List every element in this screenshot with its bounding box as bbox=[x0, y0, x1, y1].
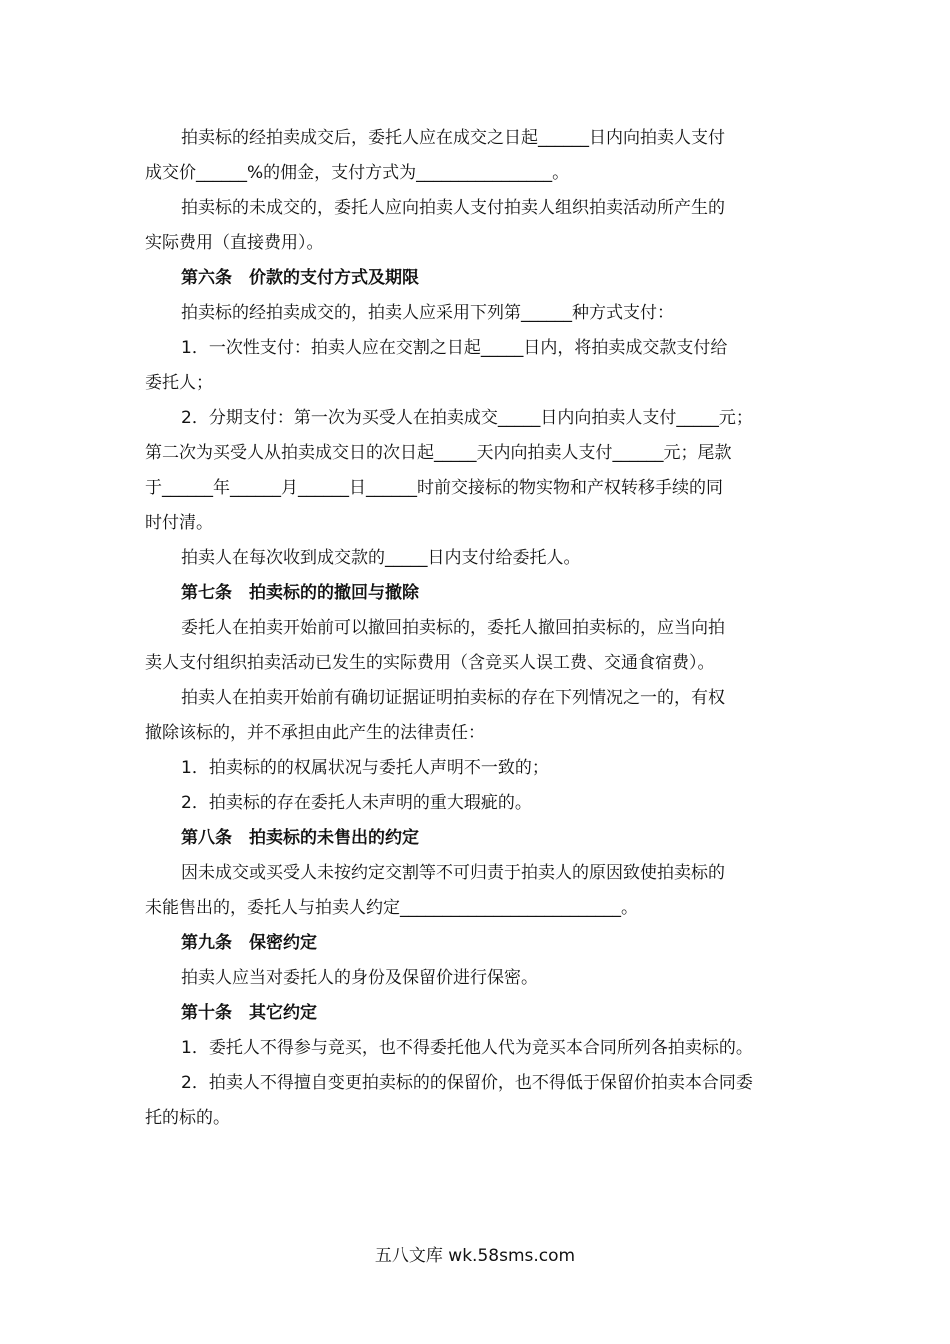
paragraph-continuation: 卖人支付组织拍卖活动已发生的实际费用（含竞买人误工费、交通食宿费）。 bbox=[145, 653, 715, 673]
section-heading: 第六条 价款的支付方式及期限 bbox=[181, 268, 419, 288]
paragraph-line: 2．分期支付：第一次为买受人在拍卖成交_____日内向拍卖人支付_____元； bbox=[181, 408, 753, 428]
paragraph-line: 2．拍卖人不得擅自变更拍卖标的的保留价，也不得低于保留价拍卖本合同委 bbox=[181, 1073, 753, 1093]
document-body bbox=[145, 121, 815, 1136]
paragraph-line: 拍卖人应当对委托人的身份及保留价进行保密。 bbox=[181, 968, 538, 988]
paragraph-continuation: 成交价______%的佣金，支付方式为________________。 bbox=[145, 163, 570, 183]
paragraph-line: 拍卖标的经拍卖成交的，拍卖人应采用下列第______种方式支付： bbox=[181, 303, 674, 323]
section-heading: 第七条 拍卖标的的撤回与撤除 bbox=[181, 583, 419, 603]
paragraph-line: 拍卖人在每次收到成交款的_____日内支付给委托人。 bbox=[181, 548, 581, 568]
paragraph-line: 拍卖人在拍卖开始前有确切证据证明拍卖标的存在下列情况之一的，有权 bbox=[181, 688, 725, 708]
paragraph-line: 1．委托人不得参与竞买，也不得委托他人代为竞买本合同所列各拍卖标的。 bbox=[181, 1038, 753, 1058]
paragraph-line: 1．一次性支付：拍卖人应在交割之日起_____日内，将拍卖成交款支付给 bbox=[181, 338, 728, 358]
paragraph-continuation: 第二次为买受人从拍卖成交日的次日起_____天内向拍卖人支付______元；尾款 bbox=[145, 443, 732, 463]
paragraph-continuation: 托的标的。 bbox=[145, 1108, 230, 1128]
paragraph-line: 2．拍卖标的存在委托人未声明的重大瑕疵的。 bbox=[181, 793, 532, 813]
paragraph-line: 因未成交或买受人未按约定交割等不可归责于拍卖人的原因致使拍卖标的 bbox=[181, 863, 725, 883]
paragraph-continuation: 实际费用（直接费用）。 bbox=[145, 233, 324, 253]
section-heading: 第八条 拍卖标的未售出的约定 bbox=[181, 828, 419, 848]
paragraph-continuation: 撤除该标的，并不承担由此产生的法律责任： bbox=[145, 723, 485, 743]
paragraph-line: 拍卖标的未成交的，委托人应向拍卖人支付拍卖人组织拍卖活动所产生的 bbox=[181, 198, 725, 218]
paragraph-continuation: 委托人； bbox=[145, 373, 213, 393]
footer-watermark: 五八文库 wk.58sms.com bbox=[374, 1246, 576, 1266]
paragraph-line: 拍卖标的经拍卖成交后，委托人应在成交之日起______日内向拍卖人支付 bbox=[181, 128, 725, 148]
paragraph-continuation: 未能售出的，委托人与拍卖人约定__________________________。 bbox=[145, 898, 638, 918]
document-page bbox=[145, 121, 815, 1136]
paragraph-line: 1．拍卖标的的权属状况与委托人声明不一致的； bbox=[181, 758, 549, 778]
paragraph-continuation: 于______年______月______日______时前交接标的物实物和产权转移手续的同 bbox=[145, 478, 723, 498]
paragraph-continuation: 时付清。 bbox=[145, 513, 213, 533]
section-heading: 第九条 保密约定 bbox=[181, 933, 317, 953]
paragraph-line: 委托人在拍卖开始前可以撤回拍卖标的，委托人撤回拍卖标的，应当向拍 bbox=[181, 618, 725, 638]
section-heading: 第十条 其它约定 bbox=[181, 1003, 317, 1023]
